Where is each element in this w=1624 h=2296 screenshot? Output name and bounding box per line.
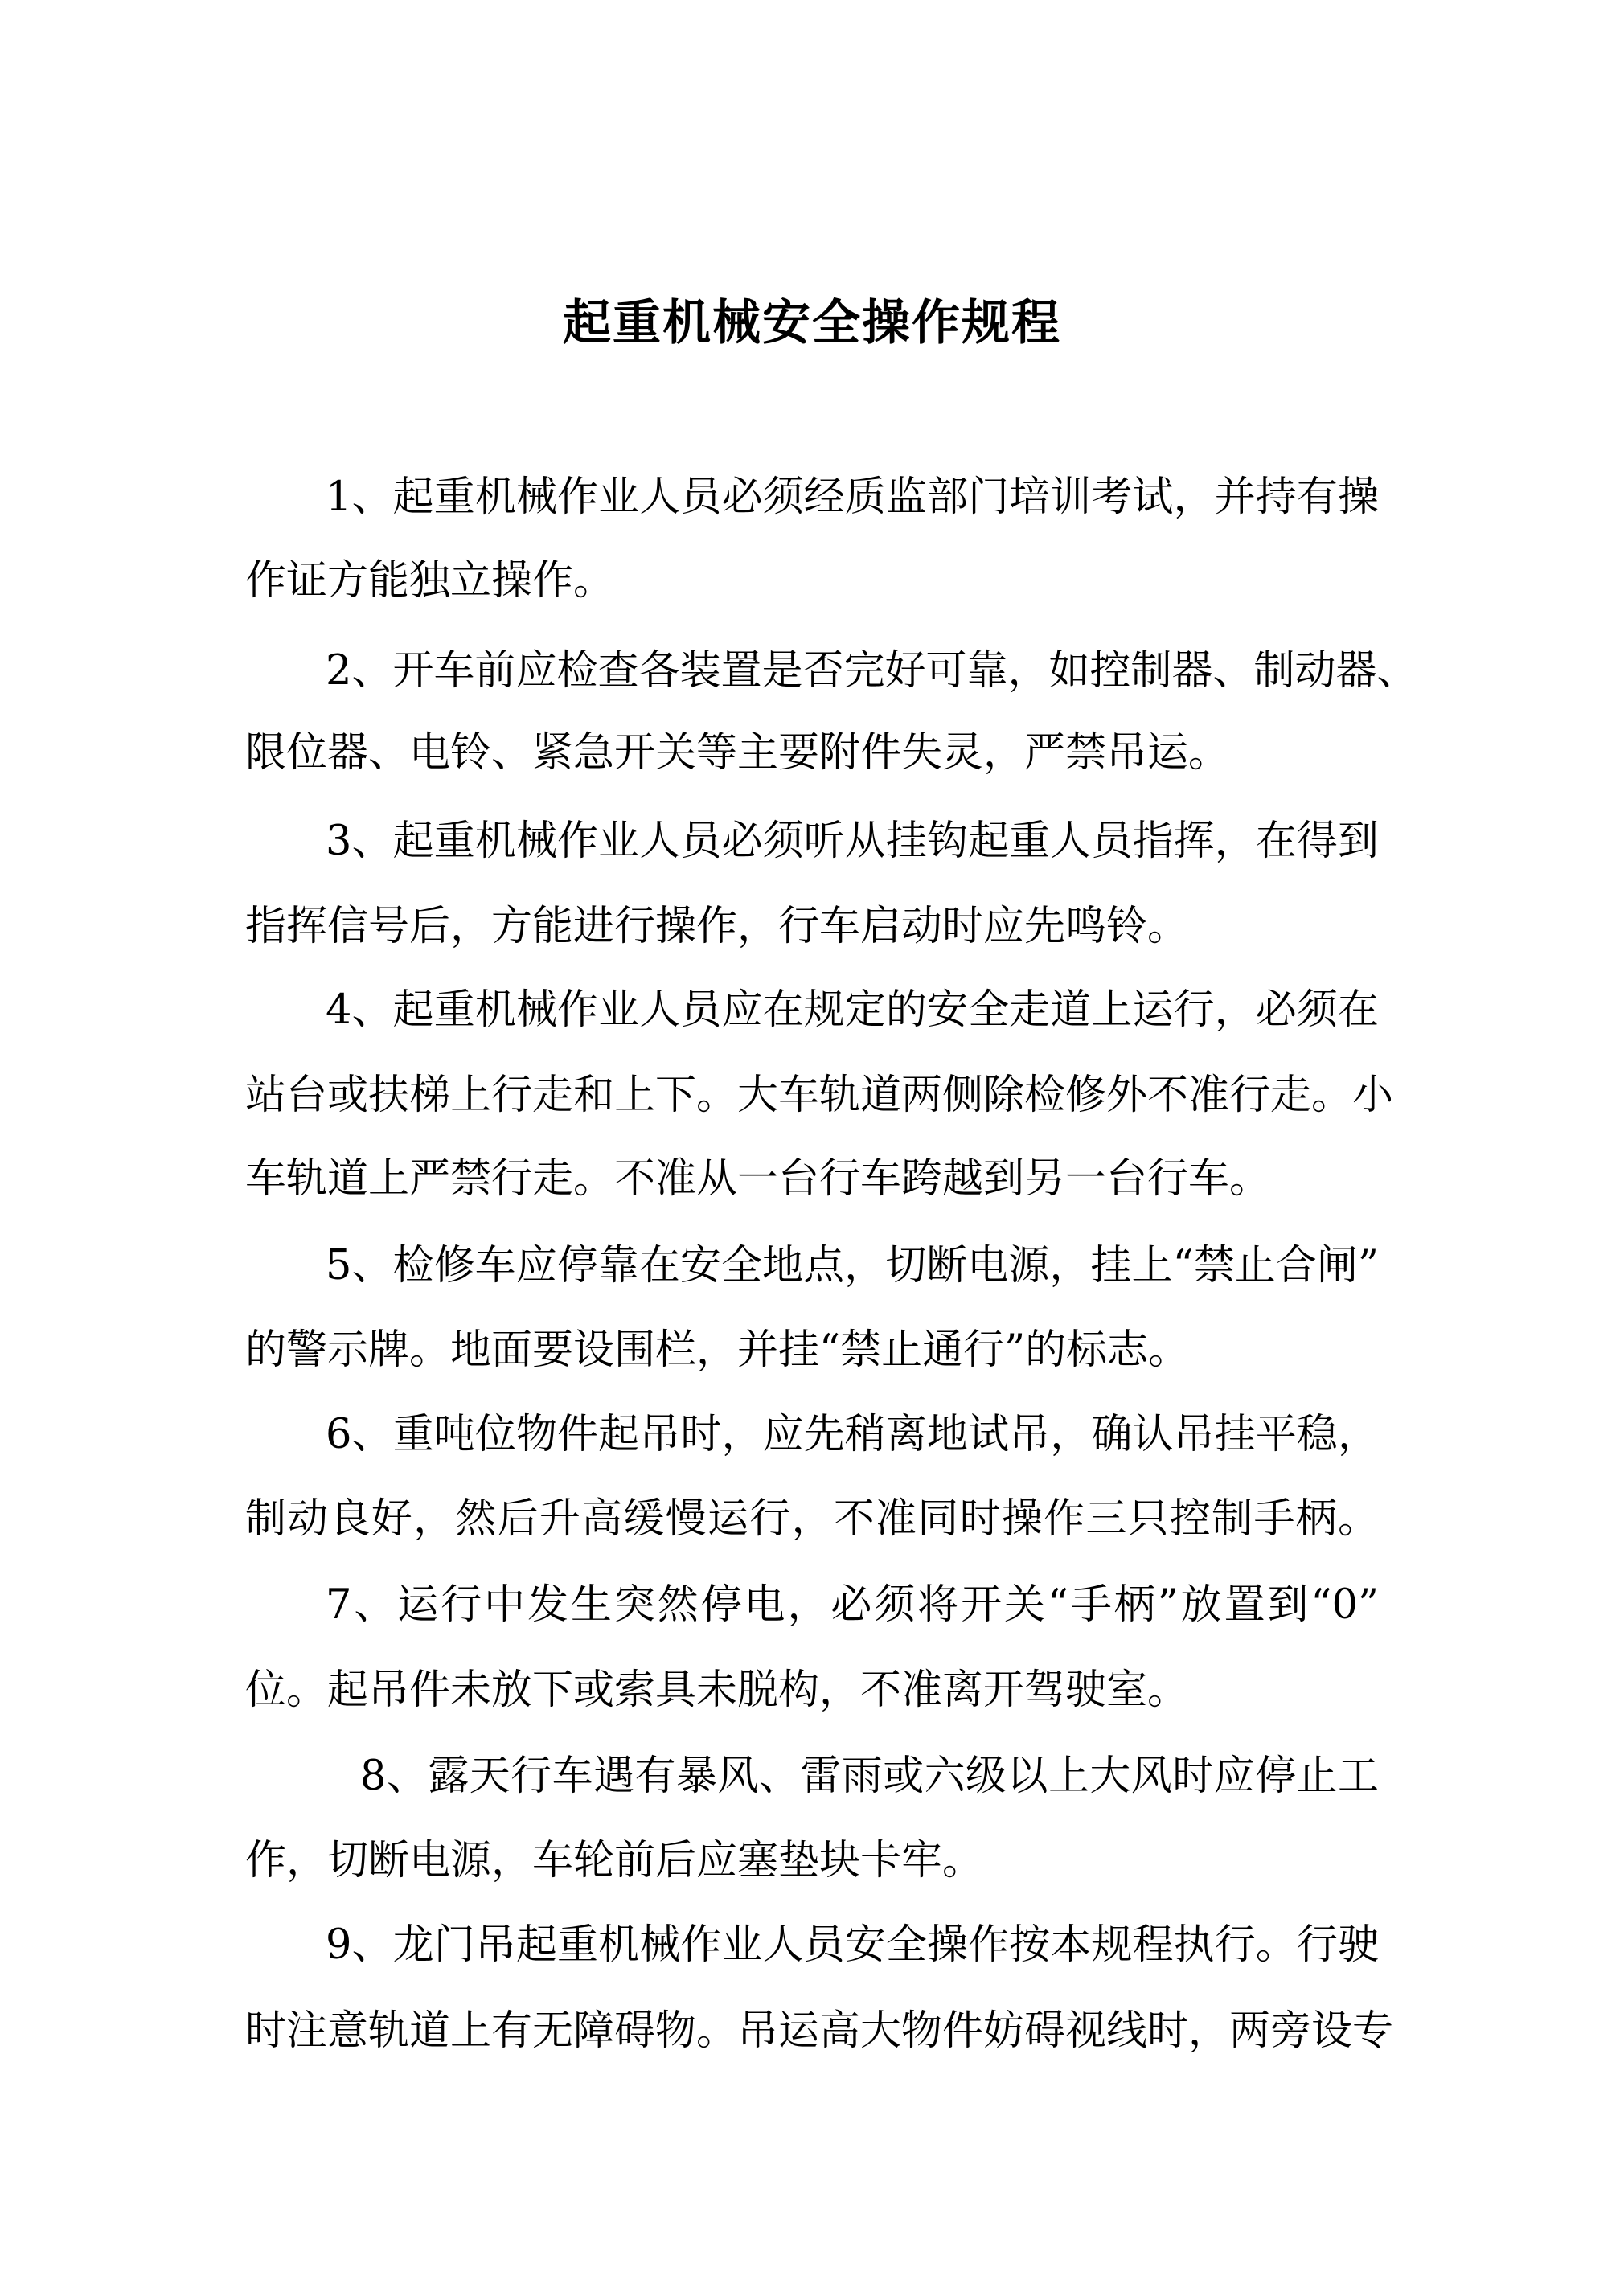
rule-line: 作，切断电源，车轮前后应塞垫块卡牢。 — [245, 1837, 984, 1884]
rule-line: 指挥信号后，方能进行操作，行车启动时应先鸣铃。 — [245, 903, 1189, 950]
rule-line: 车轨道上严禁行走。不准从一台行车跨越到另一台行车。 — [245, 1155, 1271, 1203]
rule-line: 限位器、电铃、紧急开关等主要附件失灵，严禁吊运。 — [245, 729, 1230, 777]
rule-line: 2、开车前应检查各装置是否完好可靠，如控制器、制动器、 — [326, 647, 1418, 695]
rule-line: 3、起重机械作业人员必须听从挂钩起重人员指挥，在得到 — [326, 818, 1379, 865]
rule-line: 作证方能独立操作。 — [245, 557, 615, 605]
rule-line: 位。起吊件未放下或索具未脱构，不准离开驾驶室。 — [245, 1667, 1189, 1714]
rule-line: 1、起重机械作业人员必须经质监部门培训考试，并持有操 — [326, 474, 1379, 521]
rule-line: 7、运行中发生突然停电，必须将开关“手柄”放置到“0” — [326, 1581, 1379, 1629]
rule-line: 4、起重机械作业人员应在规定的安全走道上运行，必须在 — [326, 986, 1379, 1034]
rule-line: 时注意轨道上有无障碍物。吊运高大物件妨碍视线时，两旁设专 — [245, 2007, 1394, 2055]
document-title: 起重机械安全操作规程 — [563, 295, 1061, 351]
rule-line: 的警示牌。地面要设围栏，并挂“禁止通行”的标志。 — [245, 1326, 1190, 1374]
rule-line: 5、检修车应停靠在安全地点，切断电源，挂上“禁止合闸” — [326, 1242, 1379, 1289]
rule-line: 9、龙门吊起重机械作业人员安全操作按本规程执行。行驶 — [326, 1921, 1379, 1969]
rule-line: 8、露天行车遇有暴风、雷雨或六级以上大风时应停止工 — [360, 1753, 1379, 1800]
rule-line: 站台或扶梯上行走和上下。大车轨道两侧除检修外不准行走。小 — [245, 1072, 1394, 1119]
rule-line: 6、重吨位物件起吊时，应先稍离地试吊，确认吊挂平稳， — [326, 1411, 1379, 1458]
rule-line: 制动良好，然后升高缓慢运行，不准同时操作三只控制手柄。 — [245, 1495, 1379, 1543]
